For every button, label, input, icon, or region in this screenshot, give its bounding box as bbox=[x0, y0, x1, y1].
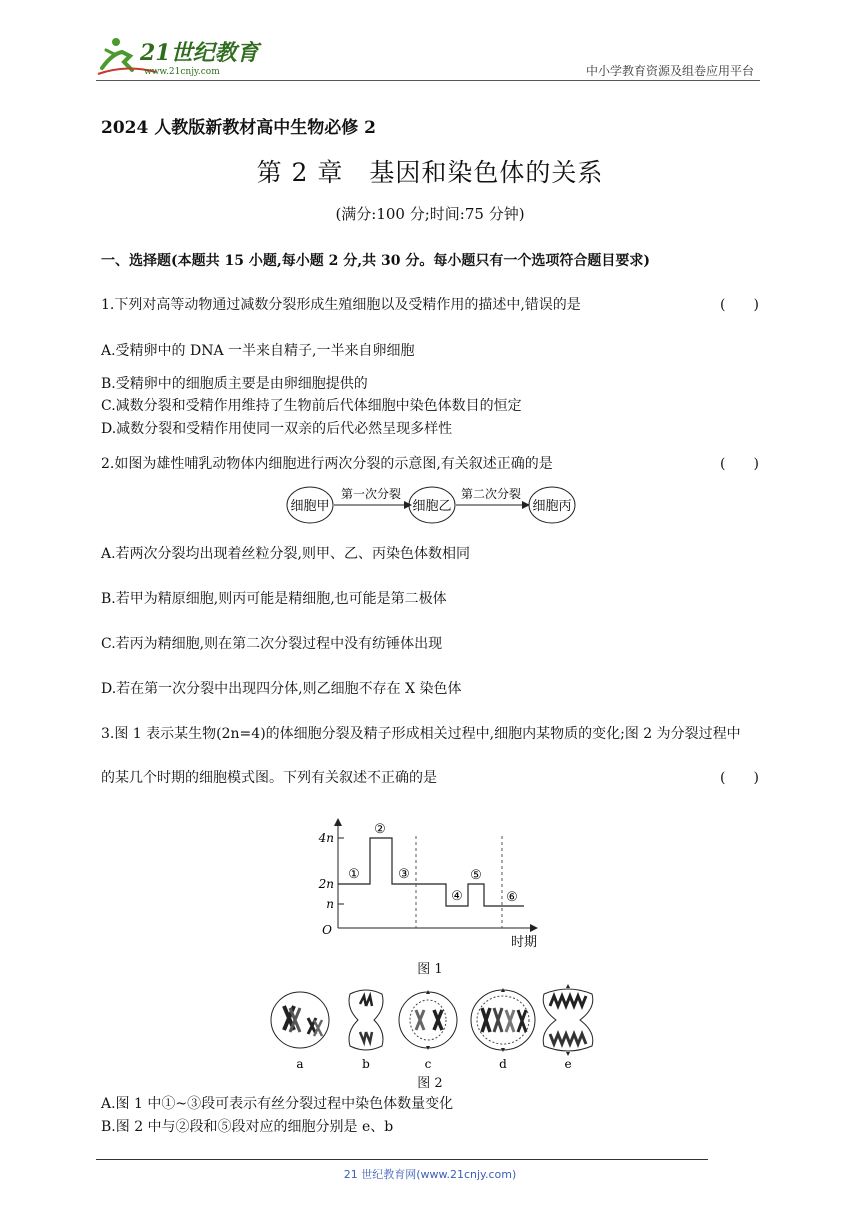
q1-answer-paren: ( ) bbox=[720, 297, 759, 313]
footer-link[interactable]: 21 世纪教育网(www.21cnjy.com) bbox=[343, 1168, 517, 1181]
fig1-seg-6: ⑥ bbox=[506, 890, 518, 905]
q2-flow-diagram bbox=[286, 482, 586, 536]
fig1-seg-3: ③ bbox=[398, 867, 410, 882]
q1-option-a: A.受精卵中的 DNA 一半来自精子,一半来自卵细胞 bbox=[101, 343, 415, 359]
q3-figure-1 bbox=[312, 818, 552, 958]
fig1-y-2n: 2n bbox=[318, 877, 334, 891]
fig2-label-a: a bbox=[296, 1057, 304, 1071]
fig1-y-4n: 4n bbox=[318, 831, 334, 845]
q2-option-c: C.若丙为精细胞,则在第二次分裂过程中没有纺锤体出现 bbox=[101, 636, 443, 652]
q2-option-a: A.若两次分裂均出现着丝粒分裂,则甲、乙、丙染色体数相同 bbox=[101, 546, 471, 562]
exam-meta: (满分:100 分;时间:75 分钟) bbox=[335, 205, 525, 223]
fig1-caption: 图 1 bbox=[417, 962, 443, 977]
logo-text: 21世纪教育 bbox=[140, 40, 259, 66]
q3-figure-2 bbox=[268, 980, 608, 1076]
fig1-seg-4: ④ bbox=[451, 889, 463, 904]
fig2-label-c: c bbox=[424, 1057, 432, 1071]
q3-stem-line1: 3.图 1 表示某生物(2n=4)的体细胞分裂及精子形成相关过程中,细胞内某物质的变化;图 2 为分裂过程中 bbox=[101, 726, 741, 742]
fig1-seg-5: ⑤ bbox=[470, 868, 482, 883]
q1-option-d: D.减数分裂和受精作用使同一双亲的后代必然呈现多样性 bbox=[101, 421, 453, 437]
q3-stem-line2: 的某几个时期的细胞模式图。下列有关叙述不正确的是 bbox=[101, 770, 437, 786]
fig2-label-e: e bbox=[564, 1057, 572, 1071]
footer-divider bbox=[96, 1159, 708, 1160]
fig1-seg-1: ① bbox=[348, 867, 360, 882]
q1-option-c: C.减数分裂和受精作用维持了生物前后代体细胞中染色体数目的恒定 bbox=[101, 398, 522, 414]
fig2-caption: 图 2 bbox=[417, 1076, 443, 1091]
q2-stem: 2.如图为雄性哺乳动物体内细胞进行两次分裂的示意图,有关叙述正确的是 bbox=[101, 456, 553, 472]
fig1-step-line bbox=[338, 838, 524, 906]
book-title: 2024 人教版新教材高中生物必修 2 bbox=[101, 118, 376, 138]
logo-url: www.21cnjy.com bbox=[144, 67, 220, 77]
q3-option-a: A.图 1 中①~③段可表示有丝分裂过程中染色体数量变化 bbox=[101, 1096, 454, 1112]
q3-answer-paren: ( ) bbox=[720, 770, 759, 786]
fig1-origin: O bbox=[322, 923, 332, 937]
q2-option-d: D.若在第一次分裂中出现四分体,则乙细胞不存在 X 染色体 bbox=[101, 681, 462, 697]
arrow2-label: 第二次分裂 bbox=[460, 487, 522, 501]
q1-stem: 1.下列对高等动物通过减数分裂形成生殖细胞以及受精作用的描述中,错误的是 bbox=[101, 297, 581, 313]
header-divider bbox=[96, 80, 760, 81]
q1-option-b: B.受精卵中的细胞质主要是由卵细胞提供的 bbox=[101, 376, 368, 392]
header-platform-text: 中小学教育资源及组卷应用平台 bbox=[585, 64, 754, 78]
arrow1-label: 第一次分裂 bbox=[340, 487, 402, 501]
section-heading: 一、选择题(本题共 15 小题,每小题 2 分,共 30 分。每小题只有一个选项符合题目要求) bbox=[101, 253, 650, 269]
arrow-right-icon bbox=[404, 501, 412, 509]
fig1-y-n: n bbox=[326, 897, 334, 911]
site-logo bbox=[96, 34, 266, 80]
fig1-seg-2: ② bbox=[374, 822, 386, 837]
fig1-x-label: 时期 bbox=[510, 935, 538, 950]
cell-jia-label: 细胞甲 bbox=[290, 499, 330, 514]
chapter-title: 第 2 章 基因和染色体的关系 bbox=[256, 158, 604, 187]
fig2-label-b: b bbox=[362, 1057, 370, 1071]
cell-yi-label: 细胞乙 bbox=[412, 499, 452, 514]
cell-bing-label: 细胞丙 bbox=[532, 499, 572, 514]
q3-option-b: B.图 2 中与②段和⑤段对应的细胞分别是 e、b bbox=[101, 1119, 394, 1135]
fig2-label-d: d bbox=[499, 1057, 507, 1071]
q2-option-b: B.若甲为精原细胞,则丙可能是精细胞,也可能是第二极体 bbox=[101, 591, 447, 607]
q2-answer-paren: ( ) bbox=[720, 456, 759, 472]
